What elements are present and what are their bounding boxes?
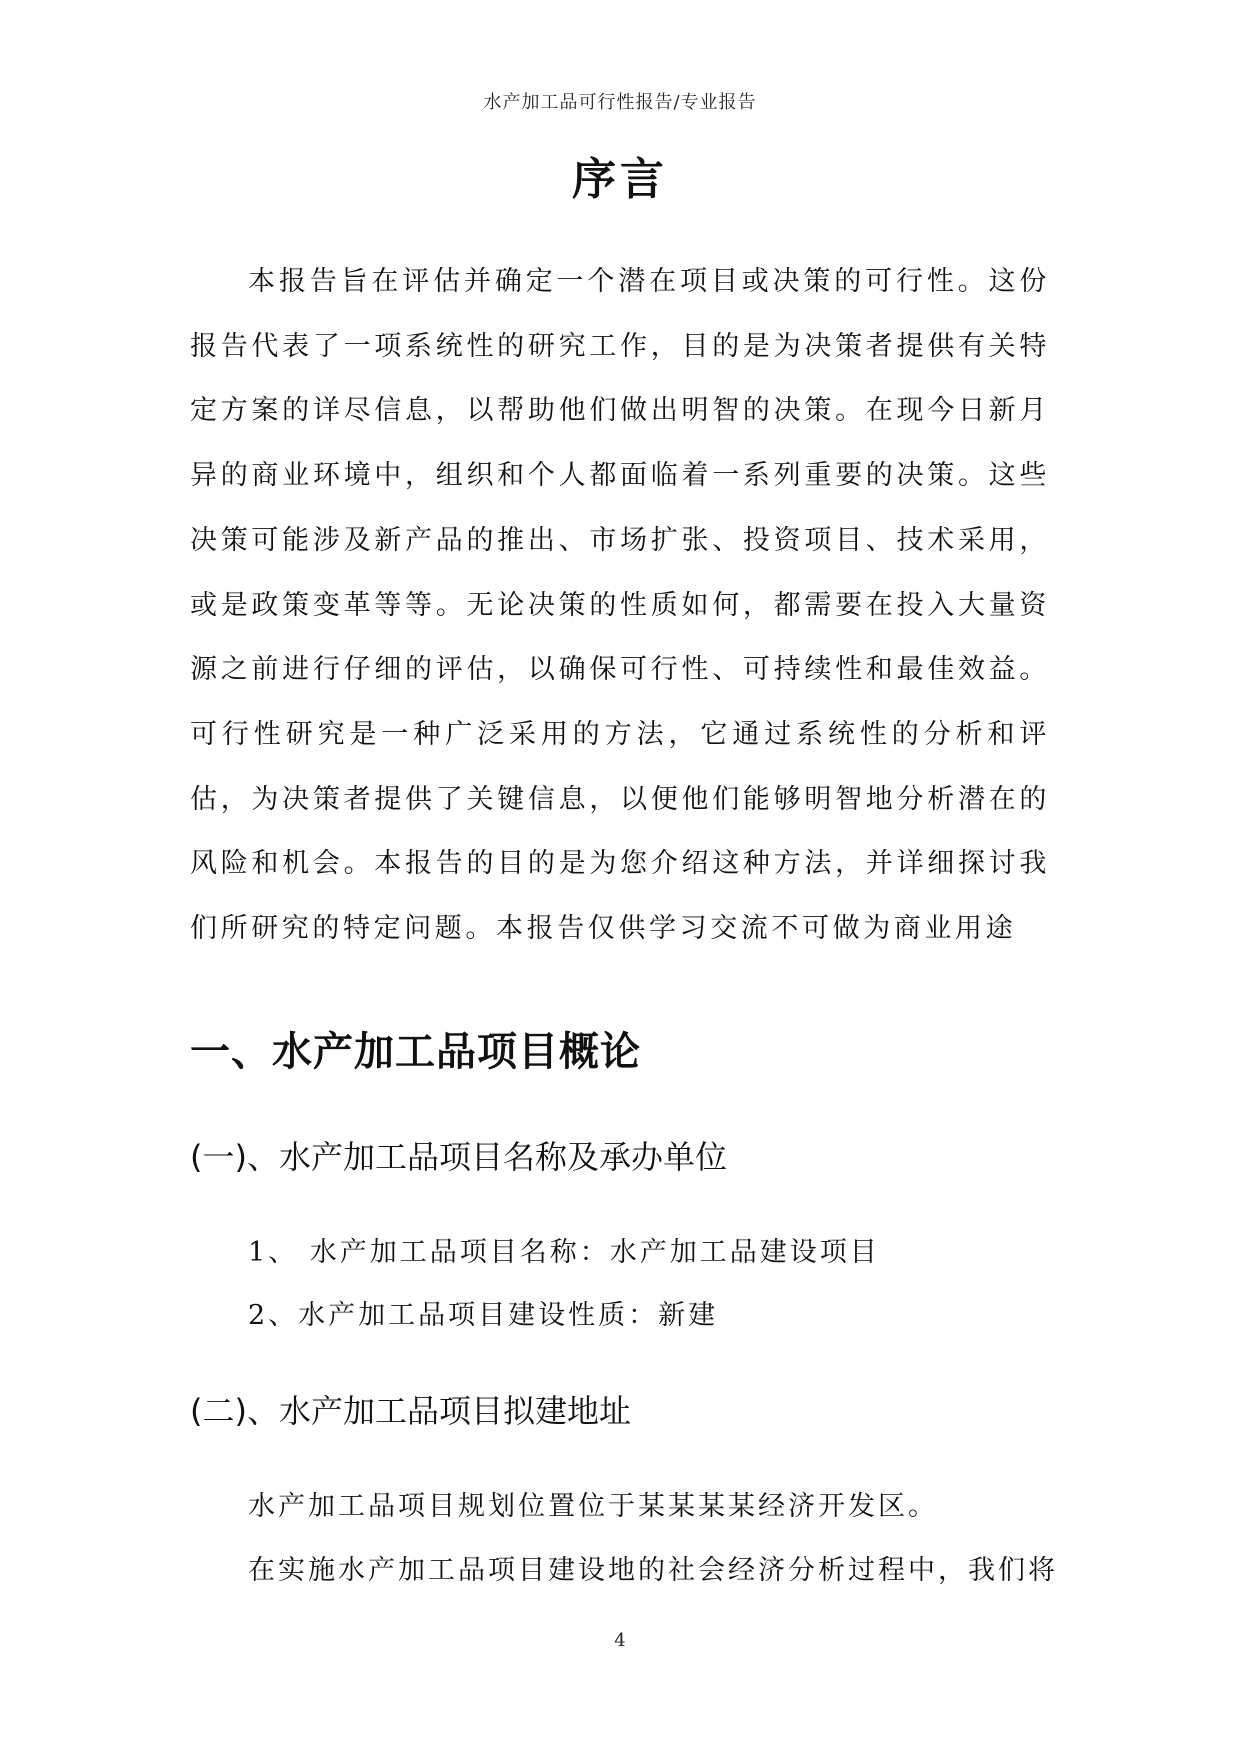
list-item-construction-nature: 2、水产加工品项目建设性质：新建 <box>248 1300 719 1331</box>
chapter-heading: 一、水产加工品项目概论 <box>190 1029 641 1075</box>
section-heading-project-name: (一)、水产加工品项目名称及承办单位 <box>190 1138 727 1176</box>
paragraph-site-location: 水产加工品项目规划位置位于某某某某经济开发区。 <box>248 1491 938 1522</box>
running-header: 水产加工品可行性报告/专业报告 <box>483 92 757 113</box>
preface-paragraph: 本报告旨在评估并确定一个潜在项目或决策的可行性。这份报告代表了一项系统性的研究工作，目的是为决策者提供有关特定方案的详尽信息，以帮助他们做出明智的决策。在现今日新月异的商业环境中，组织和个人都面临着一系列重要的决策。这些决策可能涉及新产品的推出、市场扩张、投资项目、技术采用，或是政策变革等等。无论决策的性质如何，都需要在投入大量资源之前进行仔细的评估，以确保可行性、可持续性和最佳效益。可行性研究是一种广泛采用的方法，它通过系统性的分析和评估，为决策者提供了关键信息，以便他们能够明智地分析潜在的风险和机会。本报告的目的是为您介绍这种方法，并详细探讨我们所研究的特定问题。本报告仅供学习交流不可做为商业用途 <box>190 266 1050 945</box>
section-heading-project-site: (二)、水产加工品项目拟建地址 <box>190 1392 631 1430</box>
page-number: 4 <box>614 1630 626 1651</box>
paragraph-economic-analysis: 在实施水产加工品项目建设地的社会经济分析过程中，我们将 <box>248 1555 1058 1586</box>
list-item-project-name: 1、 水产加工品项目名称：水产加工品建设项目 <box>248 1237 880 1268</box>
preface-title: 序言 <box>572 154 668 205</box>
